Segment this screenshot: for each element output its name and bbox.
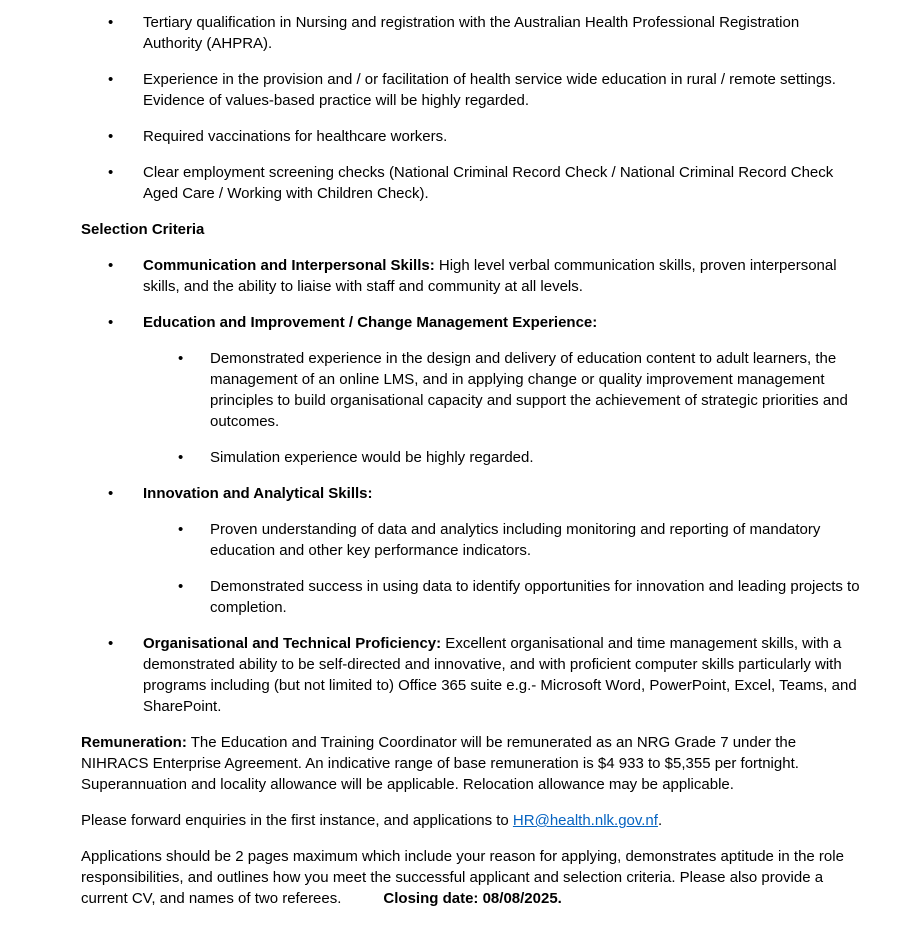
selection-criteria-heading: Selection Criteria	[81, 221, 205, 238]
list-item	[81, 126, 861, 147]
list-item	[81, 255, 861, 297]
qualification-bullet-text: Experience in the provision and / or facilitation of health service wide education in rural / remote settings. Evidence of values-based practice will be highly regarded.	[143, 71, 836, 109]
enquiries-paragraph	[81, 810, 861, 831]
criteria-text: Excellent organisational and time management skills, with a demonstrated ability to be self-directed and innovative, and with proficient computer skills particularly with programs including (but not limited to) Office 365 suite e.g.- Microsoft Word, PowerPoint, Excel, Teams, and SharePoint.	[143, 635, 857, 715]
criteria-organisational	[143, 633, 861, 717]
criteria-lead: Education and Improvement / Change Management Experience:	[143, 314, 598, 331]
criteria-education	[143, 312, 861, 333]
email-link[interactable]: HR@health.nlk.gov.nf	[512, 812, 658, 829]
bullet-icon: •	[108, 485, 114, 502]
criteria-innovation	[143, 483, 861, 504]
bullet-icon: •	[108, 635, 114, 652]
bullet-icon: •	[108, 14, 114, 31]
list-item	[81, 633, 861, 717]
criteria-lead: Innovation and Analytical Skills:	[143, 485, 373, 502]
sub-list-item	[81, 576, 861, 618]
list-item	[81, 12, 861, 54]
bullet-icon: •	[108, 314, 114, 331]
remuneration-lead: Remuneration:	[81, 734, 187, 751]
bullet-icon: •	[178, 350, 184, 367]
closing-date: Closing date: 08/08/2025.	[383, 890, 562, 907]
qualification-bullet-text: Tertiary qualification in Nursing and registration with the Australian Health Professional Registration Authority (AHPRA).	[143, 14, 800, 52]
enquiries-suffix: .	[657, 812, 663, 829]
remuneration-paragraph	[81, 732, 861, 795]
list-item	[81, 69, 861, 111]
criteria-lead: Organisational and Technical Proficiency:	[143, 635, 442, 652]
list-item	[81, 483, 861, 504]
bullet-icon: •	[178, 578, 184, 595]
sub-bullet-text: Simulation experience would be highly regarded.	[210, 449, 534, 466]
applications-paragraph	[81, 846, 861, 909]
sub-list-item	[81, 348, 861, 432]
bullet-icon: •	[108, 71, 114, 88]
bullet-icon: •	[108, 164, 114, 181]
sub-bullet-text: Demonstrated experience in the design and delivery of education content to adult learners, the management of an online LMS, and in applying change or quality improvement management principles to build organisational capacity and support the achievement of strategic priorities and outcomes.	[210, 350, 848, 430]
sub-list-item	[81, 447, 861, 468]
bullet-icon: •	[108, 128, 114, 145]
document-page	[81, 12, 861, 909]
bullet-icon: •	[108, 257, 114, 274]
applications-text: Applications should be 2 pages maximum which include your reason for applying, demonstrates aptitude in the role responsibilities, and outlines how you meet the successful applicant and selection criteria. Please also provide a current CV, and names of two referees.	[81, 848, 844, 907]
sub-list-item	[81, 519, 861, 561]
list-item	[81, 312, 861, 333]
list-item	[81, 162, 861, 204]
remuneration-text: The Education and Training Coordinator will be remunerated as an NRG Grade 7 under the NIHRACS Enterprise Agreement. An indicative range of base remuneration is $4 933 to $5,355 per fortnight. Superannuation and locality allowance will be applicable. Relocation allowance may be applicable.	[81, 734, 799, 793]
sub-bullet-text: Demonstrated success in using data to identify opportunities for innovation and leading projects to completion.	[210, 578, 860, 616]
bullet-icon: •	[178, 449, 184, 466]
bullet-icon: •	[178, 521, 184, 538]
enquiries-prefix: Please forward enquiries in the first instance, and applications to	[81, 812, 513, 829]
sub-bullet-text: Proven understanding of data and analytics including monitoring and reporting of mandatory education and other key performance indicators.	[210, 521, 821, 559]
criteria-lead: Communication and Interpersonal Skills:	[143, 257, 435, 274]
qualification-bullet-text: Clear employment screening checks (National Criminal Record Check / National Criminal Record Check Aged Care / Working with Children Check).	[143, 164, 834, 202]
criteria-text: High level verbal communication skills, proven interpersonal skills, and the ability to liaise with staff and community at all levels.	[143, 257, 837, 295]
criteria-communication	[143, 255, 861, 297]
qualification-bullet-text: Required vaccinations for healthcare workers.	[143, 128, 448, 145]
